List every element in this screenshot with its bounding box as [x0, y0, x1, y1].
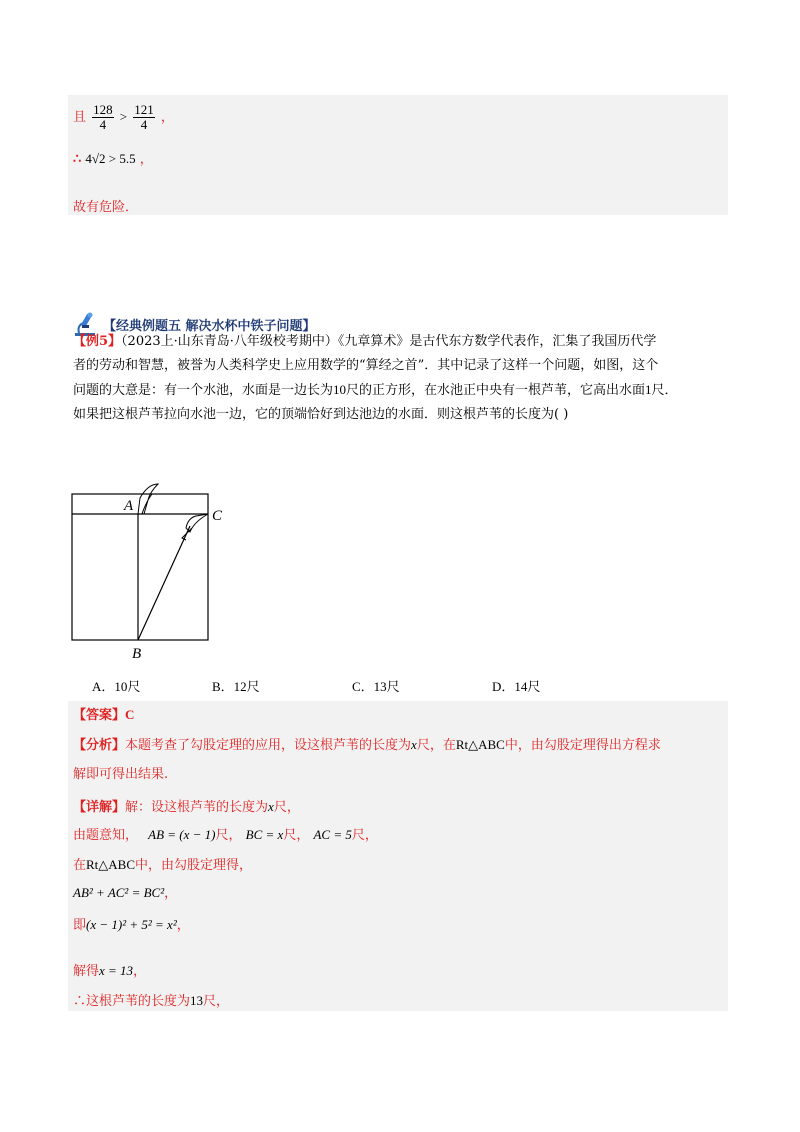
example-problem: 【例5】（2023上·山东青岛·八年级校考期中）《九章算术》是古代东方数学代表作，汇集了我国历代学 者的劳动和智慧，被誉为人类科学史上应用数学的“算经之首”．其中记录了这样一个问题，如图，这个 问题的大意是：有一个水池，水面是一边长为10尺的正方形，在水池正中央有一根芦苇，它高出水面1尺． 如果把这根芦苇拉向水池一边，它的顶端恰好到达池边的水面．则这根芦苇的长度为( ) — [73, 334, 678, 422]
heading-text: 【经典例题五 解决水杯中铁子问题】 — [103, 318, 316, 334]
solution-conclusion: 故有危险． — [73, 200, 139, 215]
label-c: C — [212, 508, 223, 524]
pond-reed-figure — [60, 478, 240, 663]
reed-slanted — [138, 526, 190, 640]
choice-a[interactable]: A．10尺 — [92, 679, 141, 694]
reed-top-leaves — [138, 484, 158, 514]
label-b: B — [132, 646, 142, 662]
detail-line-5: 即(x − 1)² + 5² = x²， — [73, 917, 190, 933]
solution-line-1: 且 $\frac{128}{4}$ > $\frac{121}{4}$ ， — [73, 102, 174, 132]
pond-square — [72, 494, 208, 640]
choice-c[interactable]: C．13尺 — [352, 679, 400, 694]
detail-line-7: ∴这根芦苇的长度为13尺， — [73, 993, 230, 1009]
example-tag: 【例5】 — [73, 334, 122, 349]
detail-line-6: 解得x = 13， — [73, 963, 147, 979]
choice-b[interactable]: B．12尺 — [212, 679, 260, 694]
detail-line-3: 在Rt△ABC中，由勾股定理得， — [73, 857, 253, 873]
label-a: A — [124, 498, 134, 514]
fraction-128-4: $\frac{128}{4}$ — [93, 102, 113, 132]
solution-line-2: ∴ 4√2 > 5.5 ， — [73, 151, 153, 167]
fraction-121-4: $\frac{121}{4}$ — [134, 102, 154, 132]
answer-line: 【答案】C — [73, 707, 135, 723]
detail-line-4: AB² + AC² = BC²， — [73, 885, 178, 901]
detail-line-1: 【详解】解：设这根芦苇的长度为x尺， — [73, 799, 300, 815]
detail-line-2: 由题意知， AB = (x − 1)尺， BC = x尺， AC = 5尺， — [73, 827, 378, 843]
analysis-line-2: 解即可得出结果. — [73, 767, 169, 782]
analysis-line-1: 【分析】本题考查了勾股定理的应用，设这根芦苇的长度为x尺，在Rt△ABC中，由勾股定理得出方程求 — [73, 737, 661, 753]
choice-d[interactable]: D．14尺 — [492, 679, 541, 694]
